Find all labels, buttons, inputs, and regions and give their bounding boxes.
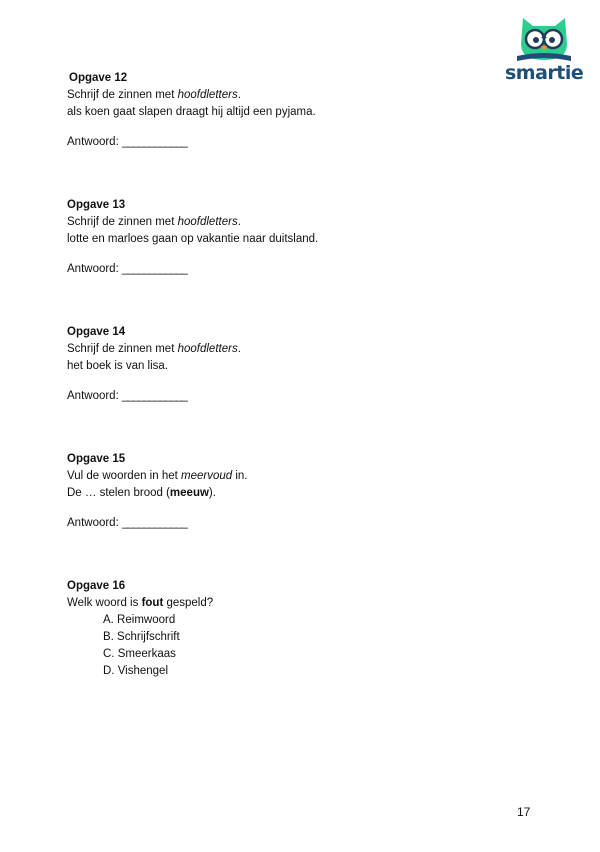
question-sentence: De … stelen brood (meeuw). — [67, 487, 216, 499]
question-prompt: Welk woord is fout gespeld? — [67, 597, 214, 609]
question-sentence: lotte en marloes gaan op vakantie naar duitsland. — [67, 233, 319, 245]
question-16 — [67, 578, 537, 680]
question-title: Opgave 14 — [67, 326, 126, 338]
answer-line[interactable]: Antwoord: ____________ — [67, 517, 187, 529]
question-15 — [67, 451, 537, 532]
option-b[interactable]: B. Schrijfschrift — [103, 631, 180, 643]
question-title: Opgave 15 — [67, 453, 126, 465]
worksheet — [67, 70, 537, 726]
owl-icon — [505, 14, 583, 64]
question-title: Opgave 12 — [69, 72, 128, 84]
question-instruction: Schrijf de zinnen met hoofdletters. — [67, 89, 241, 101]
page-number: 17 — [517, 805, 531, 819]
answer-line[interactable]: Antwoord: ____________ — [67, 390, 187, 402]
question-12 — [67, 70, 537, 151]
option-d[interactable]: D. Vishengel — [103, 665, 168, 677]
question-14 — [67, 324, 537, 405]
question-sentence: het boek is van lisa. — [67, 360, 169, 372]
question-instruction: Schrijf de zinnen met hoofdletters. — [67, 216, 241, 228]
question-instruction: Vul de woorden in het meervoud in. — [67, 470, 248, 482]
question-sentence: als koen gaat slapen draagt hij altijd een pyjama. — [67, 106, 316, 118]
question-instruction: Schrijf de zinnen met hoofdletters. — [67, 343, 241, 355]
question-title: Opgave 16 — [67, 580, 126, 592]
answer-line[interactable]: Antwoord: ____________ — [67, 136, 187, 148]
option-a[interactable]: A. Reimwoord — [103, 614, 176, 626]
logo-wordmark: smartie — [505, 62, 584, 84]
question-13 — [67, 197, 537, 278]
question-title: Opgave 13 — [67, 199, 126, 211]
answer-line[interactable]: Antwoord: ____________ — [67, 263, 187, 275]
option-c[interactable]: C. Smeerkaas — [103, 648, 176, 660]
answer-options — [67, 612, 537, 680]
